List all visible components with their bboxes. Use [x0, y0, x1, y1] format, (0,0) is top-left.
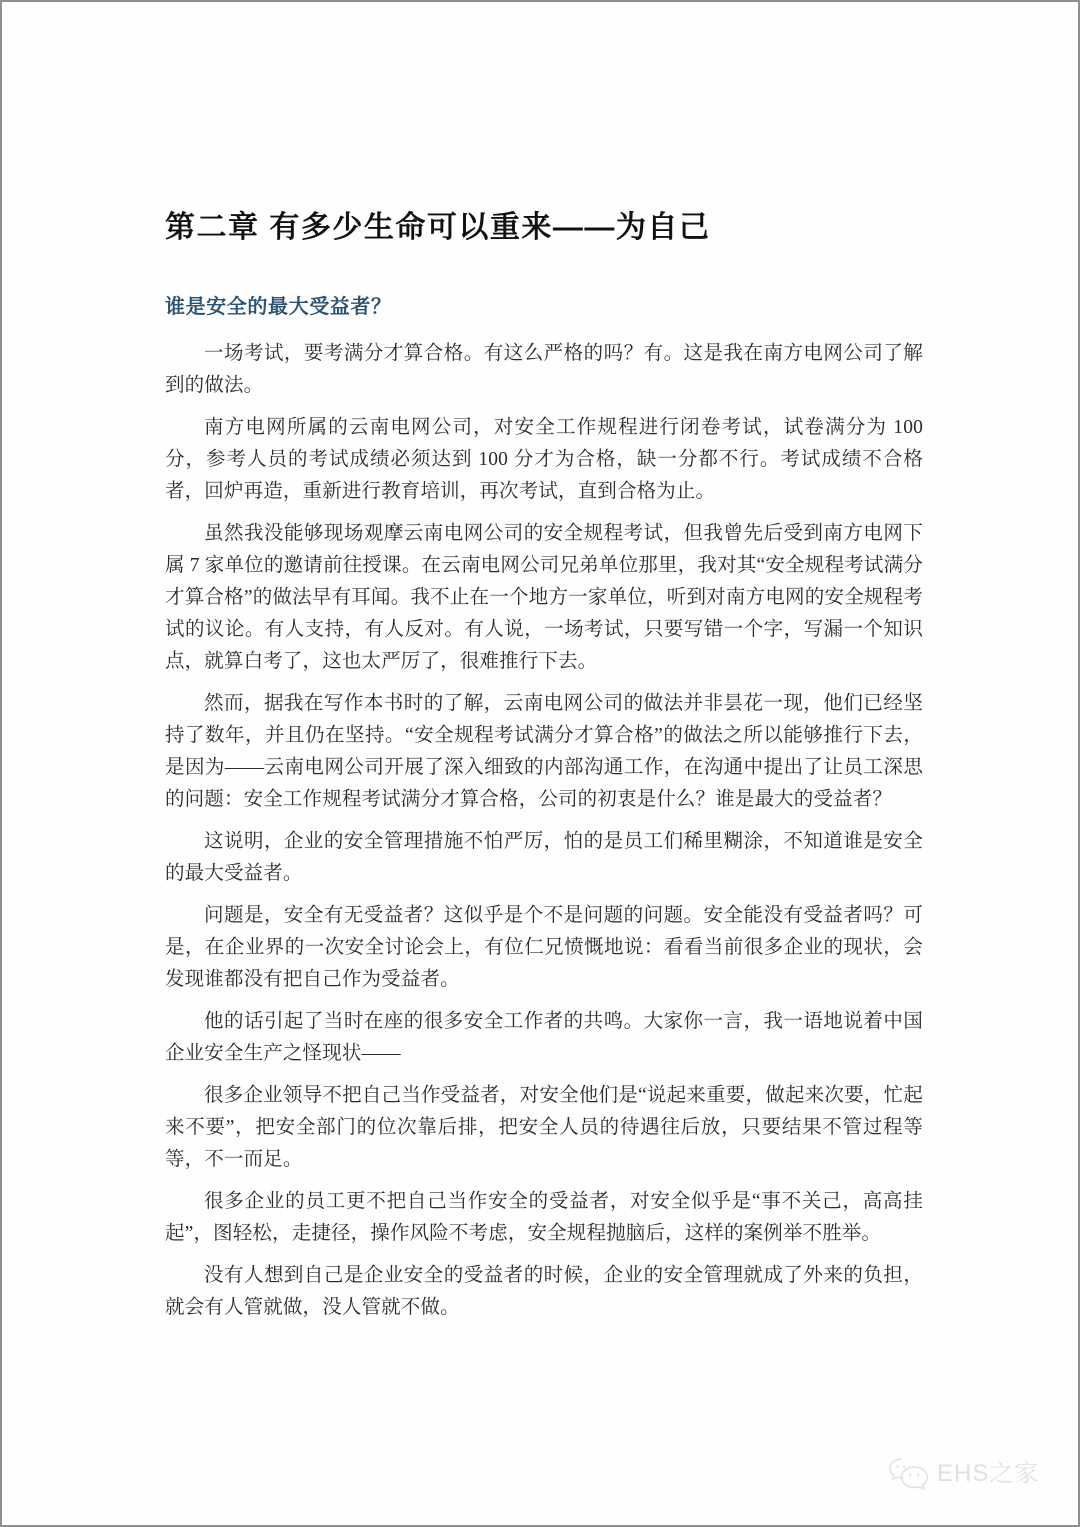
body-text-block [165, 338, 923, 1324]
paragraph: 问题是，安全有无受益者？这似乎是个不是问题的问题。安全能没有受益者吗？可是，在企业界的一次安全讨论会上，有位仁兄愤慨地说：看看当前很多企业的现状，会发现谁都没有把自己作为受益者。 [165, 905, 923, 990]
paragraph: 他的话引起了当时在座的很多安全工作者的共鸣。大家你一言，我一语地说着中国企业安全生产之怪现状—— [165, 1011, 923, 1064]
wechat-bubbles-icon [888, 1457, 930, 1491]
paragraph: 然而，据我在写作本书时的了解，云南电网公司的做法并非昙花一现，他们已经坚持了数年，并且仍在坚持。“安全规程考试满分才算合格”的做法之所以能够推行下去，是因为——云南电网公司开展了深入细致的内部沟通工作，在沟通中提出了让员工深思的问题：安全工作规程考试满分才算合格，公司的初衷是什么？谁是最大的受益者？ [165, 693, 923, 810]
section-subtitle: 谁是安全的最大受益者？ [165, 295, 392, 318]
watermark-label: EHS之家 [937, 1460, 1040, 1487]
chapter-title: 第二章 有多少生命可以重来——为自己 [165, 211, 711, 245]
paragraph: 这说明，企业的安全管理措施不怕严厉，怕的是员工们稀里糊涂，不知道谁是安全的最大受益者。 [165, 831, 923, 884]
watermark [888, 1457, 1039, 1491]
page-canvas [2, 2, 1078, 1525]
paragraph: 很多企业领导不把自己当作受益者，对安全他们是“说起来重要，做起来次要，忙起来不要”，把安全部门的位次靠后排，把安全人员的待遇往后放，只要结果不管过程等等，不一而足。 [165, 1085, 923, 1170]
paragraph: 虽然我没能够现场观摩云南电网公司的安全规程考试，但我曾先后受到南方电网下属 7 家单位的邀请前往授课。在云南电网公司兄弟单位那里，我对其“安全规程考试满分才算合格”的做法早有耳闻。我不止在一个地方一家单位，听到对南方电网的安全规程考试的议论。有人支持，有人反对。有人说，一场考试，只要写错一个字，写漏一个知识点，就算白考了，这也太严厉了，很难推行下去。 [165, 523, 923, 672]
paragraph: 很多企业的员工更不把自己当作安全的受益者，对安全似乎是“事不关己，高高挂起”，图轻松，走捷径，操作风险不考虑，安全规程抛脑后，这样的案例举不胜举。 [165, 1191, 923, 1244]
paragraph: 南方电网所属的云南电网公司，对安全工作规程进行闭卷考试，试卷满分为 100 分，参考人员的考试成绩必须达到 100 分才为合格，缺一分都不行。考试成绩不合格者，回炉再造，重新进行教育培训，再次考试，直到合格为止。 [165, 417, 923, 502]
paragraph: 一场考试，要考满分才算合格。有这么严格的吗？有。这是我在南方电网公司了解到的做法。 [165, 343, 923, 396]
paragraph: 没有人想到自己是企业安全的受益者的时候，企业的安全管理就成了外来的负担，就会有人管就做，没人管就不做。 [165, 1265, 923, 1318]
